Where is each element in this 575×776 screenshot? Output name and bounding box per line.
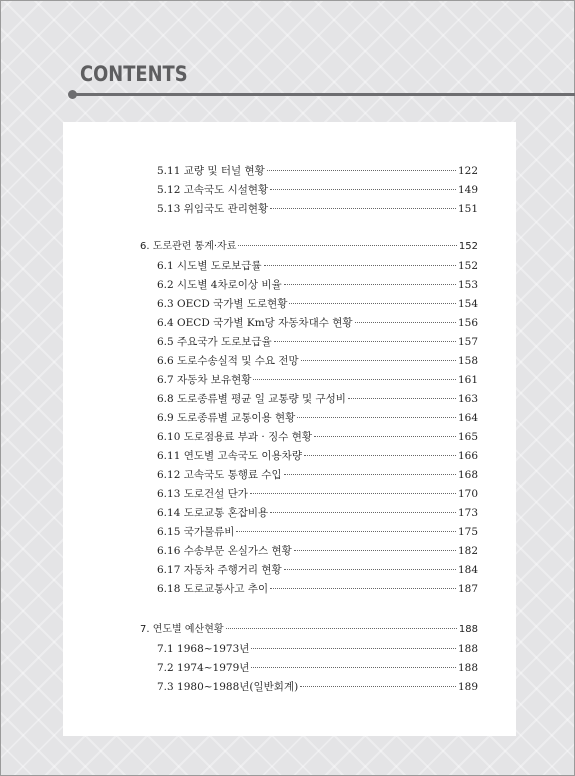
toc-entry[interactable]: 6.8 도로종류별 평균 일 교통량 및 구성비 163 <box>157 393 478 405</box>
toc-entry[interactable]: 6.10 도로점용료 부과 · 징수 현황 165 <box>157 431 478 443</box>
leader-dots <box>289 303 456 304</box>
toc-entry[interactable]: 6.5 주요국가 도로보급율 157 <box>157 336 478 348</box>
toc-entry[interactable]: 6.4 OECD 국가별 Km당 자동차대수 현황 156 <box>157 317 478 329</box>
toc-entry[interactable]: 6.14 도로교통 혼잡비용 173 <box>157 507 478 519</box>
toc-entry[interactable]: 7.1 1968~1973년 188 <box>157 643 478 655</box>
toc-entry[interactable]: 6.11 연도별 고속국도 이용차량 166 <box>157 450 478 462</box>
leader-dots <box>270 588 456 589</box>
leader-dots <box>294 550 456 551</box>
leader-dots <box>300 686 456 687</box>
leader-dots <box>236 531 456 532</box>
leader-dots <box>270 189 456 190</box>
toc-entry[interactable]: 5.13 위임국도 관리현황 151 <box>157 203 478 215</box>
toc-entry[interactable]: 6.18 도로교통사고 추이 187 <box>157 583 478 595</box>
header-rule <box>72 93 575 96</box>
toc-entry[interactable]: 6.13 도로건설 단가 170 <box>157 488 478 500</box>
leader-dots <box>355 322 456 323</box>
leader-dots <box>270 208 456 209</box>
leader-dots <box>284 474 456 475</box>
leader-dots <box>253 379 456 380</box>
contents-title: CONTENTS <box>80 62 188 86</box>
leader-dots <box>297 417 456 418</box>
leader-dots <box>267 170 456 171</box>
toc-entry[interactable]: 5.11 교량 및 터널 현황 122 <box>157 165 478 177</box>
toc-entry[interactable]: 6.7 자동차 보유현황 161 <box>157 374 478 386</box>
toc-entry[interactable]: 6.16 수송부문 온실가스 현황 182 <box>157 545 478 557</box>
toc-entry[interactable]: 5.12 고속국도 시설현황 149 <box>157 184 478 196</box>
leader-dots <box>251 667 456 668</box>
toc-entry[interactable]: 6.12 고속국도 통행료 수입 168 <box>157 469 478 481</box>
toc-chapter[interactable]: 7. 연도별 예산현황 188 <box>140 624 478 635</box>
toc-entry[interactable]: 6.9 도로종류별 교통이용 현황 164 <box>157 412 478 424</box>
toc-entry[interactable]: 6.1 시도별 도로보급률 152 <box>157 260 478 272</box>
toc-entry[interactable]: 6.2 시도별 4차로이상 비율 153 <box>157 279 478 291</box>
leader-dots <box>284 569 456 570</box>
toc-entry[interactable]: 6.3 OECD 국가별 도로현황 154 <box>157 298 478 310</box>
toc-entry[interactable]: 6.15 국가물류비 175 <box>157 526 478 538</box>
toc-chapter[interactable]: 6. 도로관련 통계·자료 152 <box>140 241 478 252</box>
leader-dots <box>348 398 456 399</box>
toc-entry[interactable]: 7.3 1980~1988년(일반회계) 189 <box>157 681 478 693</box>
leader-dots <box>238 245 457 246</box>
toc-entry[interactable]: 7.2 1974~1979년 188 <box>157 662 478 674</box>
leader-dots <box>250 493 456 494</box>
leader-dots <box>226 628 457 629</box>
leader-dots <box>284 284 456 285</box>
leader-dots <box>314 436 456 437</box>
leader-dots <box>301 360 456 361</box>
leader-dots <box>251 648 456 649</box>
leader-dots <box>270 512 456 513</box>
toc-entry[interactable]: 6.17 자동차 주행거리 현황 184 <box>157 564 478 576</box>
leader-dots <box>304 455 456 456</box>
toc-entry[interactable]: 6.6 도로수송실적 및 수요 전망 158 <box>157 355 478 367</box>
leader-dots <box>264 265 456 266</box>
leader-dots <box>274 341 456 342</box>
